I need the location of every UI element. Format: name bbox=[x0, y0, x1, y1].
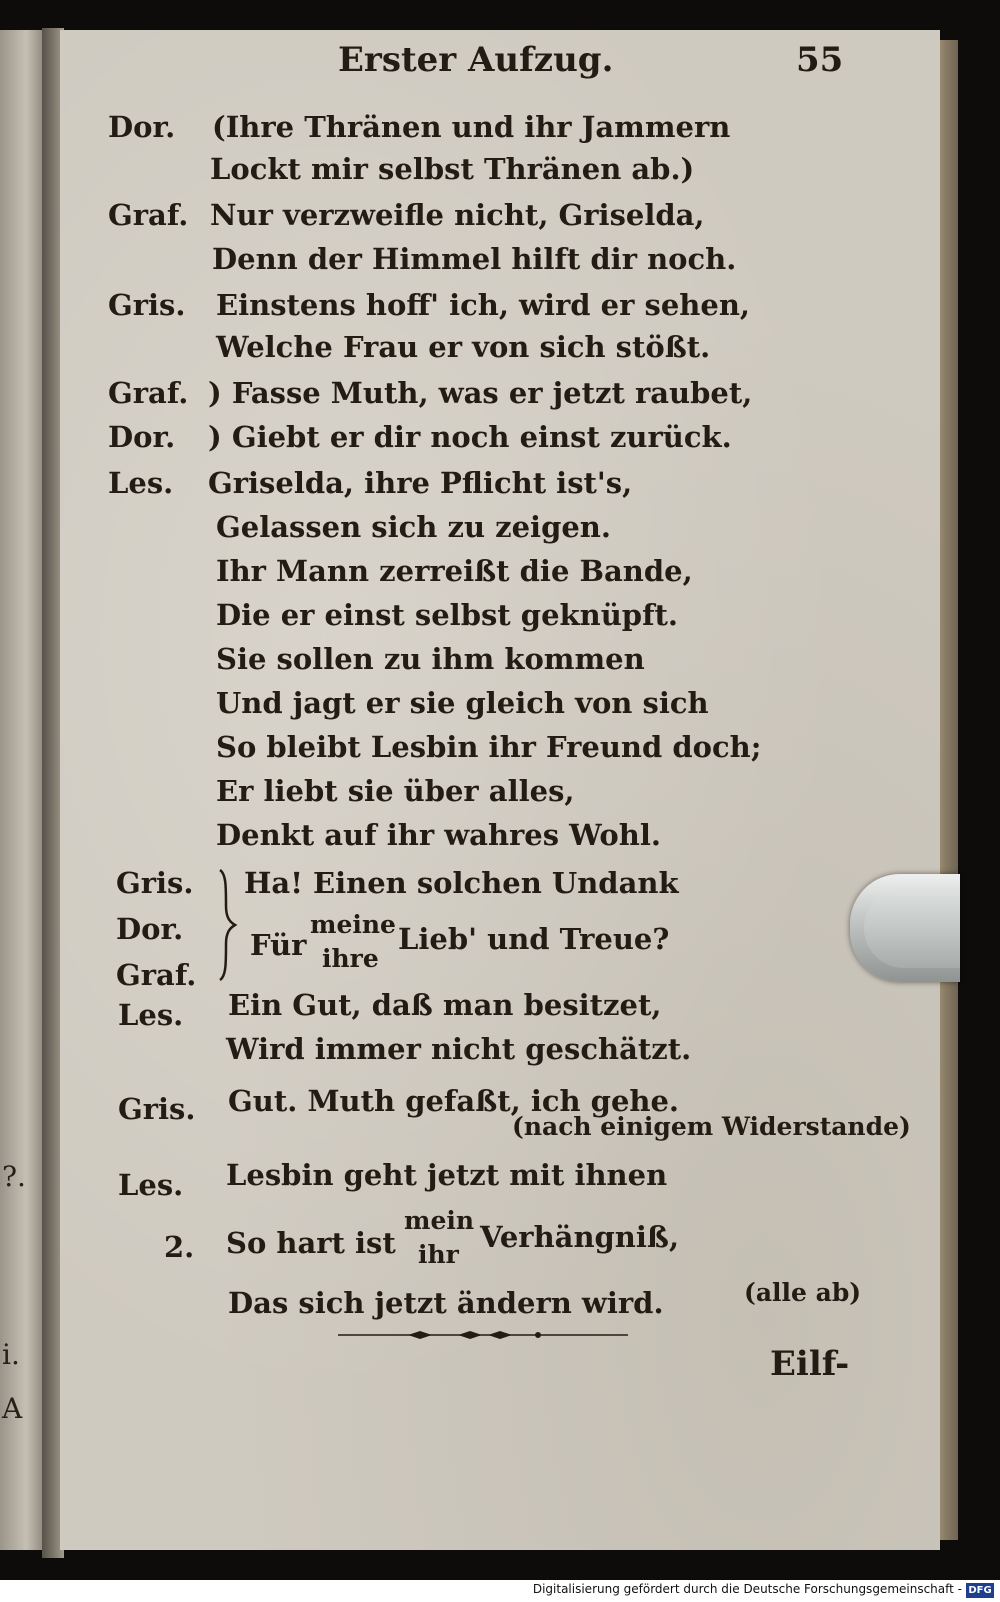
page-number: 55 bbox=[796, 40, 844, 80]
margin-fragment: i. bbox=[2, 1338, 20, 1371]
speaker-label: 2. bbox=[164, 1230, 195, 1264]
speaker-label: Dor. bbox=[116, 912, 184, 946]
verse-line: Ihr Mann zerreißt die Bande, bbox=[216, 554, 693, 588]
verse-line: Gut. Muth gefaßt, ich gehe. bbox=[228, 1084, 680, 1118]
verse-line: Einstens hoff' ich, wird er sehen, bbox=[216, 288, 750, 322]
verse-word: Für bbox=[250, 928, 307, 962]
verse-line: Denkt auf ihr wahres Wohl. bbox=[216, 818, 661, 852]
speaker-label: Les. bbox=[118, 1168, 184, 1202]
verse-line: Das sich jetzt ändern wird. bbox=[228, 1286, 664, 1320]
decorative-rule-icon bbox=[338, 1330, 628, 1340]
alternative-word-top: mein bbox=[404, 1206, 475, 1235]
speaker-label: Gris. bbox=[118, 1092, 196, 1126]
footer bbox=[0, 1580, 1000, 1602]
alternative-word-bottom: ihre bbox=[322, 944, 379, 973]
verse-line: Ha! Einen solchen Undank bbox=[244, 866, 679, 900]
previous-page-edge bbox=[0, 30, 44, 1550]
verse-line: Die er einst selbst geknüpft. bbox=[216, 598, 679, 632]
catchword: Eilf- bbox=[770, 1344, 850, 1384]
dfg-logo: DFG bbox=[966, 1583, 994, 1598]
verse-line: Lockt mir selbst Thränen ab.) bbox=[210, 152, 695, 186]
verse-line: Lieb' und Treue? bbox=[398, 922, 670, 956]
speaker-label: Les. bbox=[108, 466, 174, 500]
speaker-label: Gris. bbox=[116, 866, 194, 900]
verse-line: Und jagt er sie gleich von sich bbox=[216, 686, 709, 720]
running-title: Erster Aufzug. bbox=[338, 40, 614, 80]
verse-line: Nur verzweifle nicht, Griselda, bbox=[210, 198, 705, 232]
verse-line: So bleibt Lesbin ihr Freund doch; bbox=[216, 730, 762, 764]
verse-line: Er liebt sie über alles, bbox=[216, 774, 575, 808]
speaker-label: Graf. bbox=[108, 376, 189, 410]
verse-line: ) Giebt er dir noch einst zurück. bbox=[208, 420, 732, 454]
footer-credit: Digitalisierung gefördert durch die Deutsche Forschungsgemeinschaft - bbox=[532, 1582, 962, 1596]
verse-line: Verhängniß, bbox=[480, 1220, 680, 1254]
page-clip bbox=[850, 874, 960, 982]
verse-line: ) Fasse Muth, was er jetzt raubet, bbox=[208, 376, 753, 410]
alternative-word-bottom: ihr bbox=[418, 1240, 459, 1269]
speaker-label: Dor. bbox=[108, 110, 176, 144]
speaker-label: Gris. bbox=[108, 288, 186, 322]
margin-fragment: ?. bbox=[2, 1160, 26, 1193]
speaker-label: Dor. bbox=[108, 420, 176, 454]
speaker-label: Les. bbox=[118, 998, 184, 1032]
stage-direction: (nach einigem Widerstande) bbox=[512, 1112, 911, 1141]
verse-line: Denn der Himmel hilft dir noch. bbox=[212, 242, 737, 276]
verse-line: Wird immer nicht geschätzt. bbox=[226, 1032, 692, 1066]
verse-line: Welche Frau er von sich stößt. bbox=[216, 330, 711, 364]
alternative-word-top: meine bbox=[310, 910, 396, 939]
speaker-label: Graf. bbox=[108, 198, 189, 232]
verse-line: Griselda, ihre Pflicht ist's, bbox=[208, 466, 633, 500]
curly-brace-icon bbox=[208, 866, 238, 984]
verse-line: Sie sollen zu ihm kommen bbox=[216, 642, 645, 676]
speaker-label: Graf. bbox=[116, 958, 197, 992]
verse-line: So hart ist bbox=[226, 1226, 396, 1260]
margin-fragment: A bbox=[2, 1392, 23, 1425]
verse-line: Ein Gut, daß man besitzet, bbox=[228, 988, 662, 1022]
stage-direction: (alle ab) bbox=[744, 1278, 862, 1307]
verse-line: Gelassen sich zu zeigen. bbox=[216, 510, 611, 544]
verse-line: Lesbin geht jetzt mit ihnen bbox=[226, 1158, 668, 1192]
verse-line: (Ihre Thränen und ihr Jammern bbox=[212, 110, 731, 144]
